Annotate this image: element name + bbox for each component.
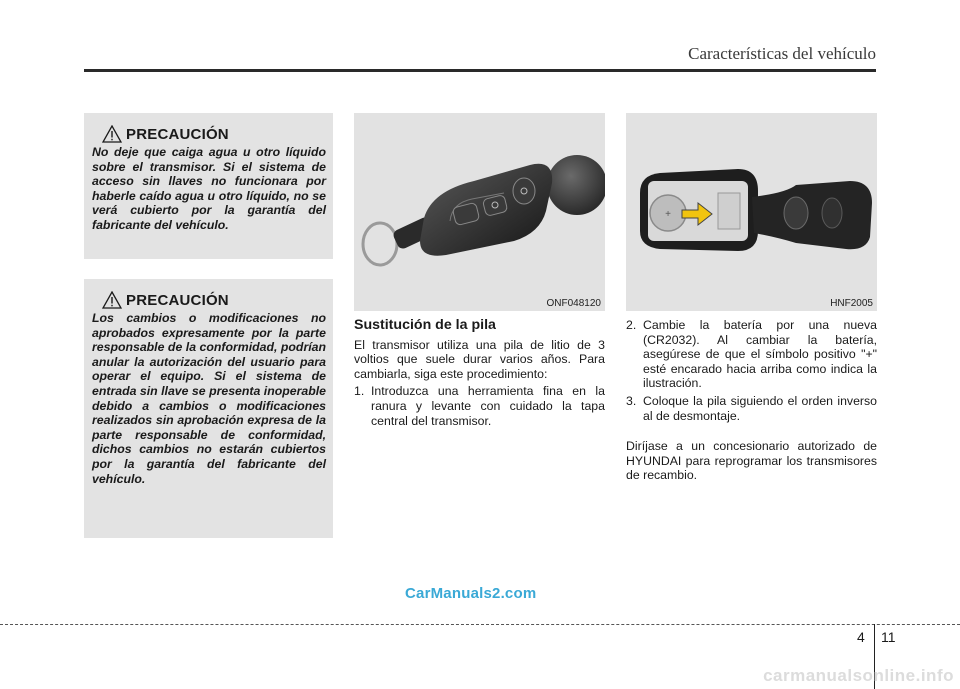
watermark-link[interactable]: CarManuals2.com	[405, 585, 537, 602]
step-text: Cambie la batería por una nueva (CR2032). Al cambiar la batería, asegúrese de que el símbolo positivo "+" esté encarado hacia arriba como indica la ilustración.	[643, 318, 877, 391]
footer-rule	[0, 624, 960, 625]
caution-title: PRECAUCIÓN	[126, 125, 229, 143]
page-number: 11	[881, 629, 896, 645]
key-fob-illustration	[354, 113, 605, 311]
caution-text: No deje que caiga agua u otro líquido sobre el transmisor. Si el sistema de acceso sin llaves no funcionara por haberle caído agua u otro líquido, no se verá cubierto por la garantía del fabricante del vehículo.	[92, 145, 326, 232]
caution-heading	[102, 291, 326, 309]
chapter-number: 4	[857, 629, 865, 645]
step-number: 1.	[354, 384, 365, 399]
site-watermark: carmanualsonline.info	[763, 666, 954, 685]
warning-triangle-icon	[102, 291, 122, 309]
battery-section-left	[354, 318, 605, 428]
section-intro: El transmisor utiliza una pila de litio de 3 voltios que suele durar varios años. Para cambiarla, siga este procedimiento:	[354, 337, 605, 381]
step-item	[354, 384, 605, 428]
dealer-note: Diríjase a un concesionario autorizado de HYUNDAI para reprogramar los transmisores de recambio.	[626, 439, 877, 483]
caution-box-modifications	[84, 279, 333, 538]
caution-box-water	[84, 113, 333, 259]
step-item	[626, 394, 877, 423]
svg-text:+: +	[665, 209, 671, 220]
step-text: Coloque la pila siguiendo el orden inverso al de desmontaje.	[643, 393, 877, 423]
battery-section-right	[626, 318, 877, 483]
step-number: 3.	[626, 393, 637, 408]
step-text: Introduzca una herramienta fina en la ranura y levante con cuidado la tapa central del transmisor.	[371, 384, 605, 428]
warning-triangle-icon	[102, 125, 122, 143]
step-item	[626, 318, 877, 391]
figure-key-fob-cover	[354, 113, 605, 311]
figure-code: ONF048120	[546, 298, 601, 309]
section-title: Características del vehículo	[688, 44, 876, 63]
battery-compartment-illustration	[626, 113, 877, 311]
header-rule	[84, 69, 876, 72]
caution-heading	[102, 125, 326, 143]
figure-code: HNF2005	[830, 298, 873, 309]
figure-battery-compartment	[626, 113, 877, 311]
section-heading: Sustitución de la pila	[354, 317, 496, 333]
caution-text: Los cambios o modificaciones no aprobados expresamente por la parte responsable de la conformidad, podrían anular la autorización del usuario para operar el equipo. Si el sistema de entrada sin llave se presenta inoperable debido a cambios o modificaciones realizados sin aprobación expresa de la parte responsable de conformidad, dichos cambios no estarán cubiertos por la garantía del fabricante del vehículo.	[92, 311, 326, 486]
caution-title: PRECAUCIÓN	[126, 291, 229, 309]
step-number: 2.	[626, 318, 637, 332]
